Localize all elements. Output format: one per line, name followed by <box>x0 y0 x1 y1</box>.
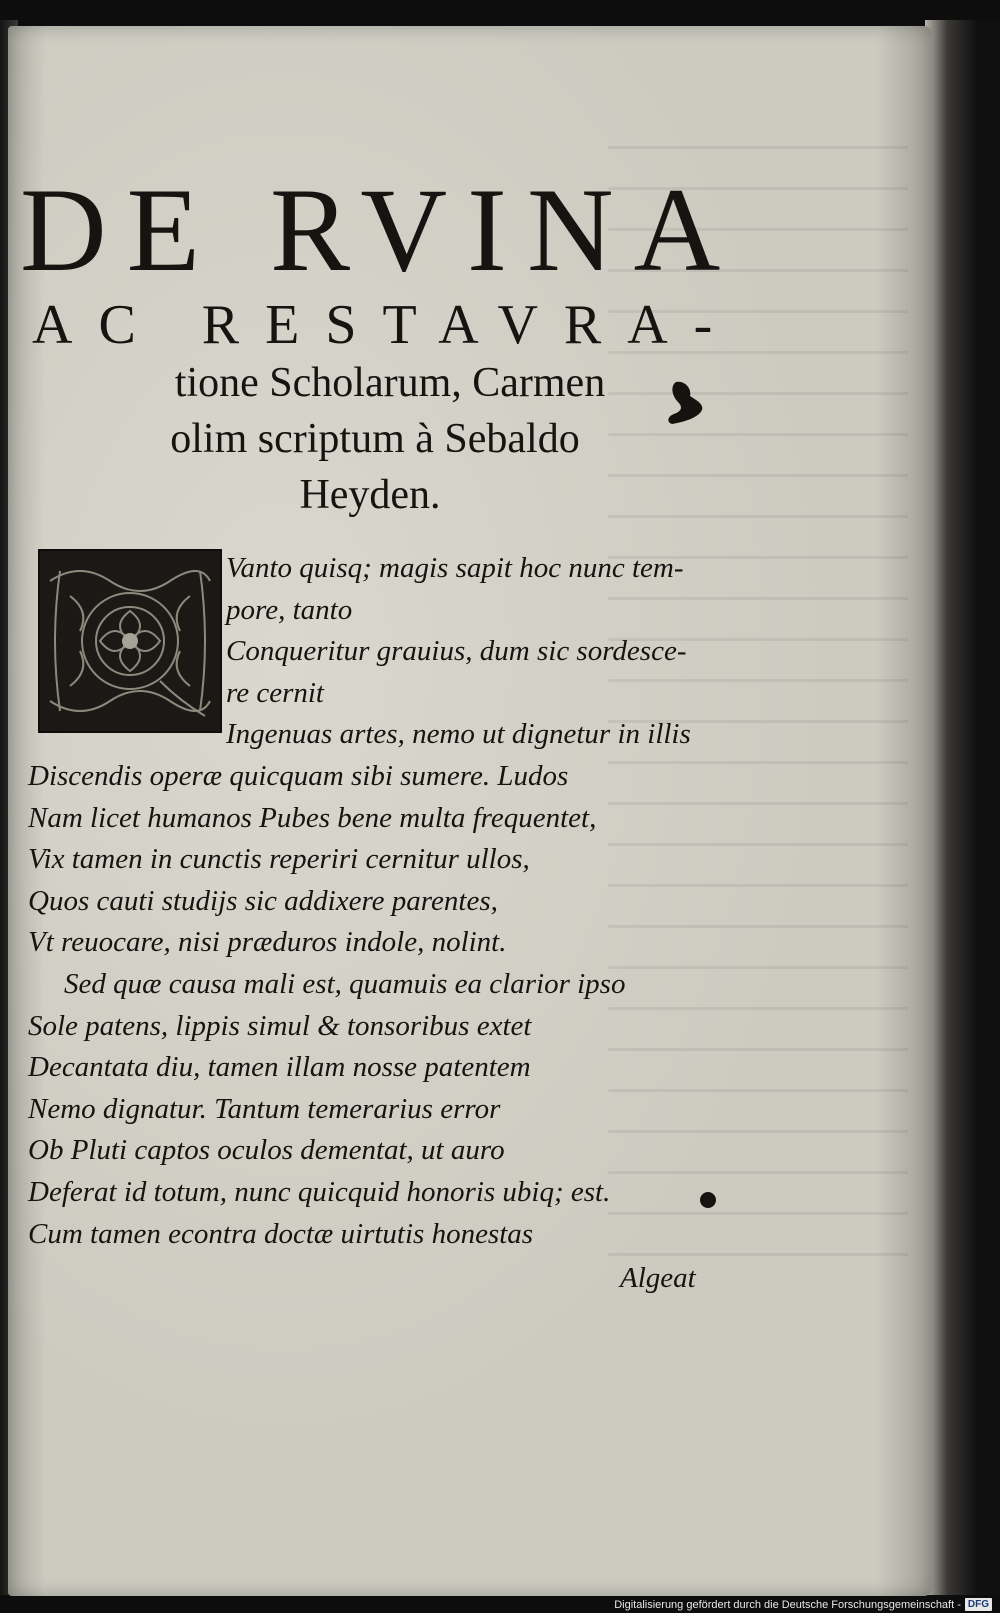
poem-line: Ingenuas artes, nemo ut dignetur in illis <box>226 718 691 751</box>
poem-line: Vt reuocare, nisi præduros indole, nolint. <box>28 926 507 959</box>
poem-line: Deferat id totum, nunc quicquid honoris ubiq; est. <box>28 1175 611 1208</box>
poem-line: Vix tamen in cunctis reperiri cernitur ullos, <box>28 843 530 876</box>
ink-dot-icon <box>700 1192 716 1208</box>
poem-line: Vanto quisq; magis sapit hoc nunc tem- <box>226 552 684 584</box>
poem-line: Discendis operæ quicquam sibi sumere. Ludos <box>28 759 569 792</box>
title-line-1: DE RVINA <box>20 163 741 296</box>
poem-line: Nam licet humanos Pubes bene multa frequentet, <box>28 801 597 834</box>
title-line-4: olim scriptum à Sebaldo <box>170 416 580 462</box>
poem-line: re cernit <box>226 676 324 709</box>
poem-line: Decantata diu, tamen illam nosse patentem <box>28 1051 531 1084</box>
poem-line: Sed quæ causa mali est, quamuis ea clarior ipso <box>64 967 626 1000</box>
title-line-5: Heyden. <box>299 472 441 518</box>
title-line-3: tione Scholarum, Carmen <box>174 360 606 406</box>
credit-text: Digitalisierung gefördert durch die Deutsche Forschungsgemeinschaft - <box>614 1598 961 1611</box>
dfg-logo-icon: DFG <box>965 1598 992 1611</box>
poem-line: Ob Pluti captos oculos dementat, ut auro <box>28 1134 505 1167</box>
title-block <box>20 163 741 523</box>
poem-line: pore, tanto <box>226 593 353 626</box>
ink-blot-icon <box>662 378 706 428</box>
poem-line: Sole patens, lippis simul & tonsoribus extet <box>28 1009 532 1042</box>
title-line-2: AC RESTAVRA- <box>32 294 739 356</box>
book-edge-right <box>925 20 1000 1595</box>
poem-line: Cum tamen econtra doctæ uirtutis honestas <box>28 1217 534 1250</box>
catchword: Algeat <box>620 1262 696 1294</box>
poem-line: Conqueritur grauius, dum sic sordesce- <box>226 635 687 668</box>
poem-line: Nemo dignatur. Tantum temerarius error <box>28 1092 501 1125</box>
poem-line: Quos cauti studijs sic addixere parentes, <box>28 884 498 917</box>
poem-text <box>28 548 728 1255</box>
digitization-credit <box>614 1598 992 1611</box>
